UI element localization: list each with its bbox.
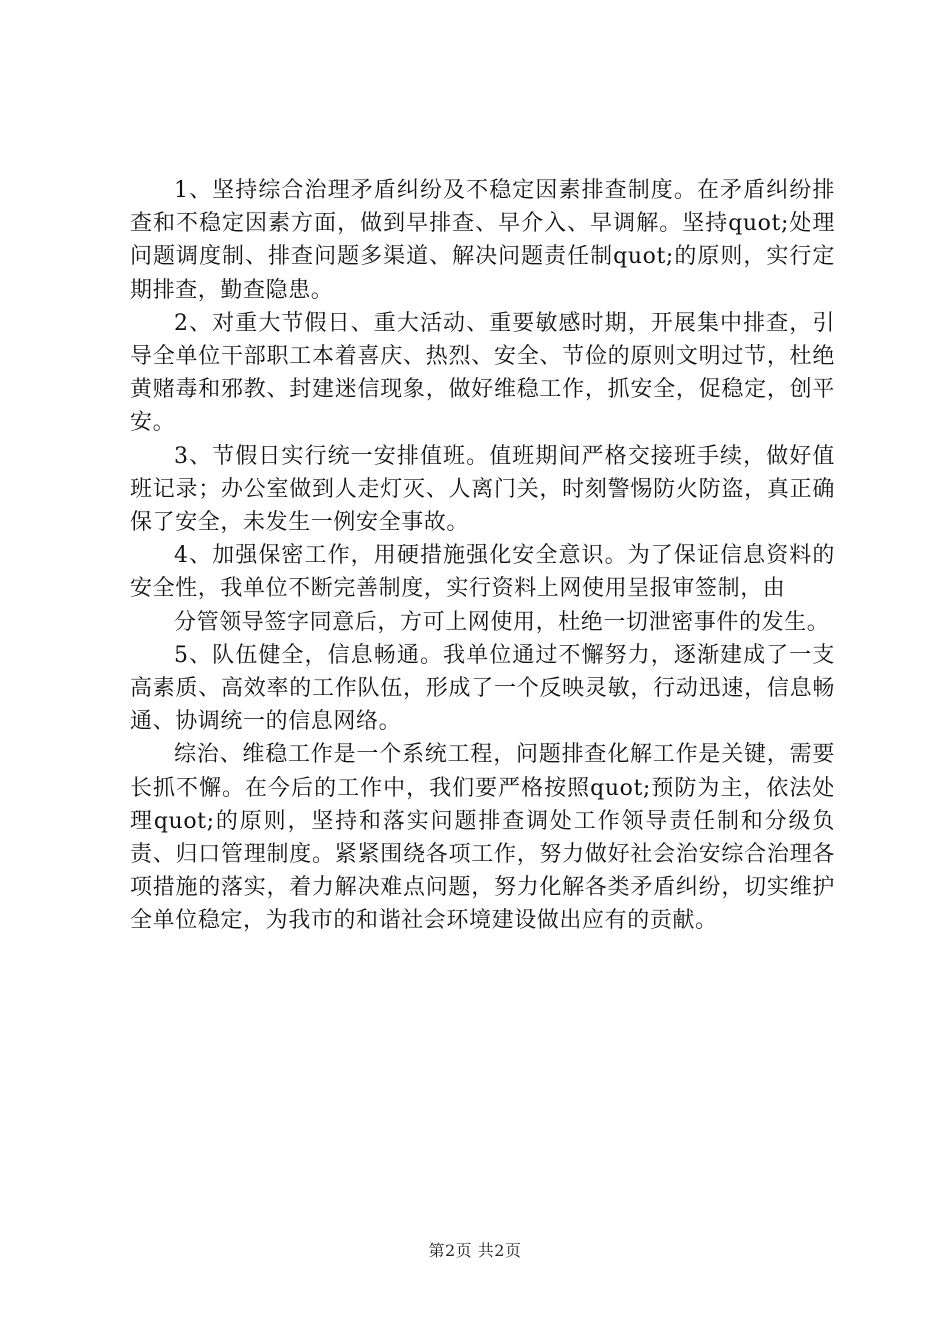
document-body xyxy=(130,174,835,938)
paragraph-2: 2、对重大节假日、重大活动、重要敏感时期，开展集中排查，引导全单位干部职工本着喜庆、热烈、安全、节俭的原则文明过节，杜绝黄赌毒和邪教、封建迷信现象，做好维稳工作，抓安全，促稳定，创平安。 xyxy=(130,310,835,436)
paragraph-1: 1、坚持综合治理矛盾纠纷及不稳定因素排查制度。在矛盾纠纷排查和不稳定因素方面，做到早排查、早介入、早调解。坚持quot;处理问题调度制、排查问题多渠道、解决问题责任制quot;的原则，实行定期排查，勤查隐患。 xyxy=(130,178,835,303)
page-footer: 第2页 共2页 xyxy=(428,1241,522,1260)
paragraph-4-continued: 分管领导签字同意后，方可上网使用，杜绝一切泄密事件的发生。 xyxy=(174,609,830,635)
paragraph-4: 4、加强保密工作，用硬措施强化安全意识。为了保证信息资料的安全性，我单位不断完善制度，实行资料上网使用呈报审签制，由 xyxy=(130,543,835,602)
paragraph-conclusion: 综治、维稳工作是一个系统工程，问题排查化解工作是关键，需要长抓不懈。在今后的工作中，我们要严格按照quot;预防为主，依法处理quot;的原则，坚持和落实问题排查调处工作领导责任制和分级负责、归口管理制度。紧紧围绕各项工作，努力做好社会治安综合治理各项措施的落实，着力解决难点问题，努力化解各类矛盾纠纷，切实维护全单位稳定，为我市的和谐社会环境建设做出应有的贡献。 xyxy=(130,742,835,934)
paragraph-5: 5、队伍健全，信息畅通。我单位通过不懈努力，逐渐建成了一支高素质、高效率的工作队伍，形成了一个反映灵敏，行动迅速，信息畅通、协调统一的信息网络。 xyxy=(130,642,835,735)
paragraph-3: 3、节假日实行统一安排值班。值班期间严格交接班手续，做好值班记录；办公室做到人走灯灭、人离门关，时刻警惕防火防盗，真正确保了安全，未发生一例安全事故。 xyxy=(130,443,835,536)
